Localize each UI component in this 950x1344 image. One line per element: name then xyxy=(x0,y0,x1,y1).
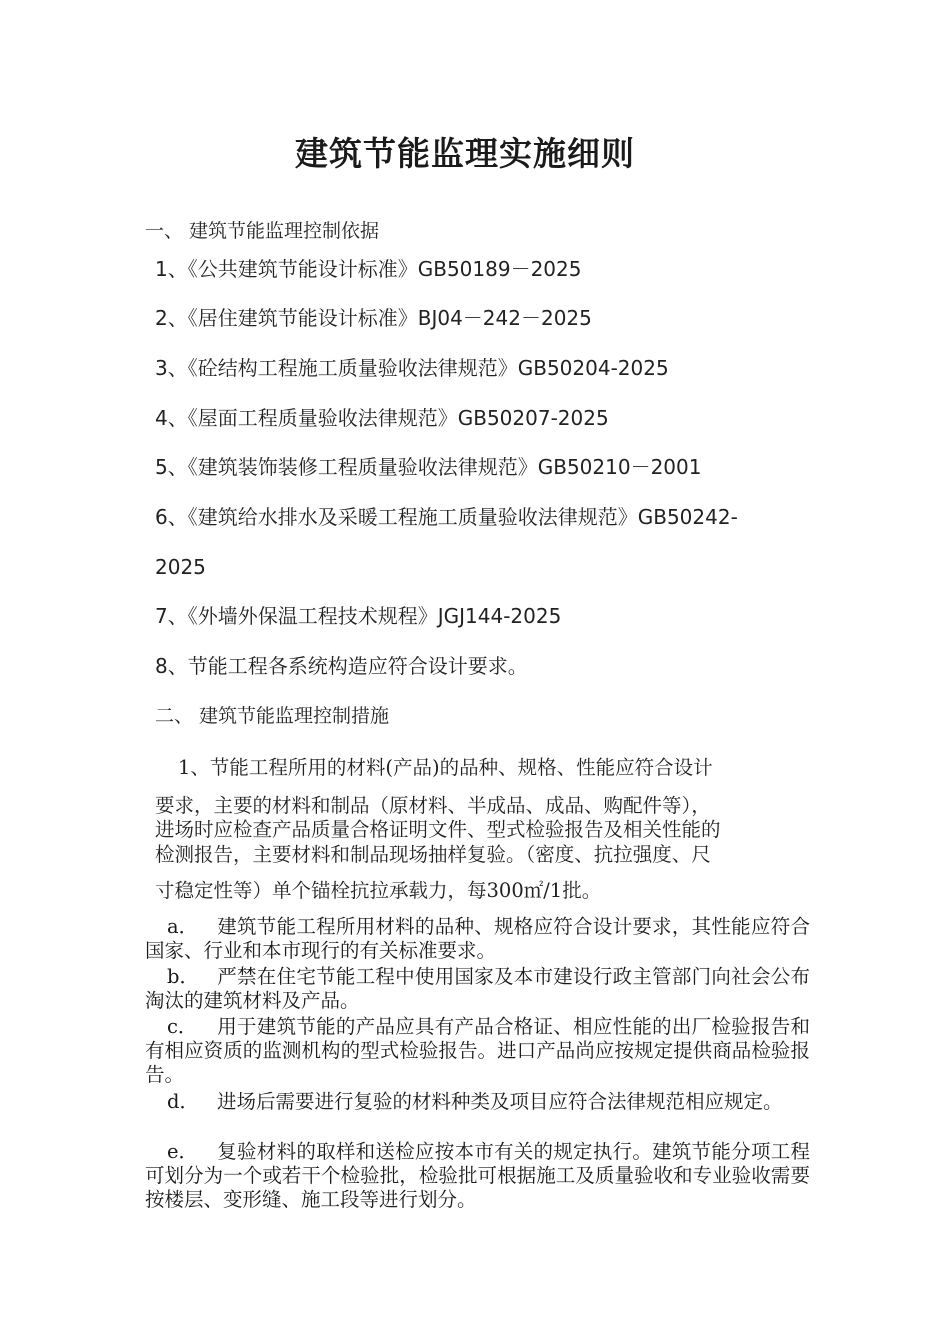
standard-item-6-continued: 2025 xyxy=(155,555,206,579)
point-text: 复验材料的取样和送检应按本市有关的规定执行。建筑节能分项工程可划分为一个或若干个检验批，检验批可根据施工及质量验收和专业验收需要按楼层、变形缝、施工段等进行划分。 xyxy=(145,1140,810,1211)
document-title: 建筑节能监理实施细则 xyxy=(295,134,635,173)
point-marker: e． xyxy=(167,1140,199,1163)
standard-item-8: 8、节能工程各系统构造应符合设计要求。 xyxy=(155,654,528,678)
measure-paragraph-line-3: 进场时应检查产品质量合格证明文件、型式检验报告及相关性能的 xyxy=(155,818,721,841)
measure-paragraph-line-1: 1、节能工程所用的材料(产品)的品种、规格、性能应符合设计 xyxy=(178,756,713,779)
point-marker: c． xyxy=(167,1015,198,1038)
point-marker: a． xyxy=(167,915,199,938)
requirement-point-c xyxy=(145,1015,810,1087)
measure-paragraph-line-2: 要求，主要的材料和制品（原材料、半成品、成品、购配件等）， xyxy=(155,794,711,817)
point-marker: b． xyxy=(167,965,199,988)
requirement-point-b xyxy=(145,965,810,1013)
standard-item-5: 5、《建筑装饰装修工程质量验收法律规范》GB50210－2001 xyxy=(155,455,702,479)
section-2-heading: 二、 建筑节能监理控制措施 xyxy=(155,705,390,727)
standard-item-1: 1、《公共建筑节能设计标准》GB50189－2025 xyxy=(155,257,582,281)
standard-item-7: 7、《外墙外保温工程技术规程》JGJ144-2025 xyxy=(155,604,562,628)
requirement-point-d xyxy=(145,1090,810,1114)
point-text: 建筑节能工程所用材料的品种、规格应符合设计要求，其性能应符合国家、行业和本市现行的有关标准要求。 xyxy=(145,915,810,962)
standard-item-6: 6、《建筑给水排水及采暖工程施工质量验收法律规范》GB50242- xyxy=(155,505,738,529)
measure-paragraph-line-4: 检测报告，主要材料和制品现场抽样复验。（密度、抗拉强度、尺 xyxy=(155,843,711,866)
section-1-heading: 一、 建筑节能监理控制依据 xyxy=(145,220,380,242)
point-text: 严禁在住宅节能工程中使用国家及本市建设行政主管部门向社会公布淘汰的建筑材料及产品。 xyxy=(145,965,810,1012)
requirement-point-a xyxy=(145,915,810,963)
point-text: 用于建筑节能的产品应具有产品合格证、相应性能的出厂检验报告和有相应资质的监测机构的型式检验报告。进口产品尚应按规定提供商品检验报告。 xyxy=(145,1015,810,1086)
standard-item-3: 3、《砼结构工程施工质量验收法律规范》GB50204-2025 xyxy=(155,356,669,380)
point-text: 进场后需要进行复验的材料种类及项目应符合法律规范相应规定。 xyxy=(217,1090,783,1113)
standard-item-2: 2、《居住建筑节能设计标准》BJ04－242－2025 xyxy=(155,306,592,330)
point-marker: d． xyxy=(167,1090,199,1113)
requirement-point-e xyxy=(145,1140,810,1212)
measure-paragraph-line-5: 寸稳定性等）单个锚栓抗拉承载力，每300㎡/1批。 xyxy=(155,879,602,902)
standard-item-4: 4、《屋面工程质量验收法律规范》GB50207-2025 xyxy=(155,406,609,430)
